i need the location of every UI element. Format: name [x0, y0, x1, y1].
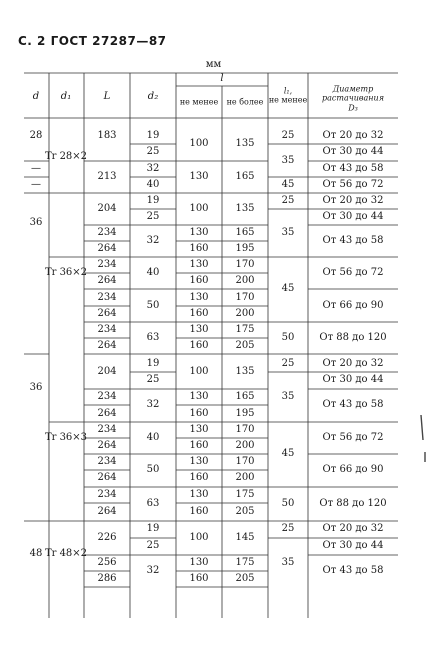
cell-lmin: 160	[189, 573, 209, 584]
cell-d3: От 43 до 58	[322, 399, 384, 410]
cell-l: 234	[97, 489, 117, 500]
cell-lmax: 170	[235, 292, 255, 303]
cell-d2: 40	[146, 267, 160, 278]
cell-l1: 25	[281, 523, 295, 534]
cell-d2: 63	[146, 498, 160, 509]
cell-d3: От 30 до 44	[322, 374, 384, 385]
cell-l: 234	[97, 292, 117, 303]
cell-lmax: 200	[235, 472, 255, 483]
cell-d2: 25	[146, 374, 160, 385]
cell-l1: 45	[281, 283, 295, 294]
cell-lmax: 135	[235, 138, 255, 149]
cell-lmin: 130	[189, 557, 209, 568]
cell-lmin: 160	[189, 408, 209, 419]
cell-d3: От 30 до 44	[322, 146, 384, 157]
cell-d3: От 20 до 32	[322, 523, 384, 534]
cell-l: 213	[97, 171, 117, 182]
cell-l1: 35	[281, 391, 295, 402]
cell-d2: 25	[146, 146, 160, 157]
cell-d3: От 88 до 120	[319, 498, 387, 509]
cell-d3: От 56 до 72	[322, 432, 384, 443]
cell-lmin: 160	[189, 506, 209, 517]
cell-lmin: 160	[189, 243, 209, 254]
cell-lmin: 160	[189, 440, 209, 451]
cell-l: 264	[97, 408, 117, 419]
cell-d1: Tr 48×2	[44, 548, 88, 559]
cell-lmin: 100	[189, 138, 209, 149]
cell-d1: Tr 36×3	[44, 432, 88, 443]
cell-d2: 32	[146, 163, 160, 174]
cell-l: 286	[97, 573, 117, 584]
cell-l: 264	[97, 275, 117, 286]
cell-d1: Tr 36×2	[44, 267, 88, 278]
header-L: L	[103, 91, 111, 102]
cell-lmin: 130	[189, 324, 209, 335]
cell-l1: 35	[281, 155, 295, 166]
cell-lmax: 205	[235, 340, 255, 351]
cell-l: 256	[97, 557, 117, 568]
header-diameter: Диаметр	[332, 84, 374, 94]
cell-d3: От 43 до 58	[322, 163, 384, 174]
cell-d3: От 30 до 44	[322, 540, 384, 551]
cell-lmin: 130	[189, 227, 209, 238]
cell-lmax: 205	[235, 506, 255, 517]
cell-lmin: 130	[189, 489, 209, 500]
cell-l: 264	[97, 243, 117, 254]
cell-d3: От 56 до 72	[322, 267, 384, 278]
cell-lmin: 100	[189, 366, 209, 377]
cell-d2: 63	[146, 332, 160, 343]
cell-lmin: 100	[189, 203, 209, 214]
cell-l: 183	[97, 130, 117, 141]
cell-l: 234	[97, 259, 117, 270]
cell-d: 48	[29, 548, 43, 559]
cell-lmax: 200	[235, 275, 255, 286]
cell-lmax: 165	[235, 227, 255, 238]
cell-d2: 32	[146, 399, 160, 410]
cell-l1: 50	[281, 498, 295, 509]
header-l: l	[220, 73, 224, 84]
cell-lmax: 170	[235, 456, 255, 467]
cell-l1: 35	[281, 557, 295, 568]
header-boring: растачивания	[322, 93, 384, 103]
header-l1-note: не менее	[268, 95, 308, 105]
cell-d2: 40	[146, 432, 160, 443]
cell-lmin: 130	[189, 292, 209, 303]
cell-l: 234	[97, 391, 117, 402]
cell-d: —	[31, 179, 41, 190]
header-d1: d₁	[60, 91, 72, 102]
cell-l: 264	[97, 506, 117, 517]
cell-l1: 50	[281, 332, 295, 343]
cell-d2: 25	[146, 211, 160, 222]
cell-d3: От 20 до 32	[322, 130, 384, 141]
cell-lmin: 160	[189, 308, 209, 319]
cell-l1: 35	[281, 227, 295, 238]
cell-lmin: 130	[189, 259, 209, 270]
cell-d3: От 20 до 32	[322, 358, 384, 369]
cell-l: 226	[97, 532, 117, 543]
cell-lmax: 200	[235, 440, 255, 451]
cell-d3: От 88 до 120	[319, 332, 387, 343]
cell-lmax: 175	[235, 557, 255, 568]
cell-d2: 19	[146, 130, 160, 141]
cell-d2: 25	[146, 540, 160, 551]
cell-lmax: 175	[235, 489, 255, 500]
cell-l1: 25	[281, 130, 295, 141]
cell-lmin: 160	[189, 472, 209, 483]
cell-lmax: 135	[235, 203, 255, 214]
header-D3: D₃	[348, 103, 358, 113]
edge-scratch	[421, 415, 425, 462]
cell-lmax: 165	[235, 391, 255, 402]
cell-l: 234	[97, 324, 117, 335]
cell-lmax: 170	[235, 424, 255, 435]
cell-lmin: 160	[189, 275, 209, 286]
cell-d2: 50	[146, 464, 160, 475]
header-d2: d₂	[147, 91, 159, 102]
cell-l1: 45	[281, 179, 295, 190]
cell-d3: От 66 до 90	[322, 464, 384, 475]
cell-d2: 40	[146, 179, 160, 190]
cell-lmax: 170	[235, 259, 255, 270]
cell-lmin: 100	[189, 532, 209, 543]
cell-d3: От 66 до 90	[322, 300, 384, 311]
cell-d2: 32	[146, 565, 160, 576]
cell-d2: 19	[146, 523, 160, 534]
cell-lmin: 130	[189, 171, 209, 182]
cell-l: 234	[97, 424, 117, 435]
cell-l: 264	[97, 308, 117, 319]
cell-lmin: 130	[189, 424, 209, 435]
cell-d3: От 43 до 58	[322, 235, 384, 246]
cell-lmin: 130	[189, 456, 209, 467]
cell-lmax: 200	[235, 308, 255, 319]
cell-d2: 19	[146, 358, 160, 369]
cell-d3: От 56 до 72	[322, 179, 384, 190]
cell-lmax: 135	[235, 366, 255, 377]
header-d: d	[32, 91, 40, 102]
cell-l: 234	[97, 456, 117, 467]
header-l-max: не более	[226, 97, 264, 107]
cell-l1: 45	[281, 448, 295, 459]
cell-l: 264	[97, 472, 117, 483]
cell-l1: 25	[281, 358, 295, 369]
cell-d3: От 20 до 32	[322, 195, 384, 206]
header-l-min: не менее	[179, 97, 219, 107]
cell-lmin: 130	[189, 391, 209, 402]
cell-lmax: 195	[235, 408, 255, 419]
cell-d1: Tr 28×2	[44, 151, 88, 162]
header-l1: l₁,	[283, 86, 293, 96]
cell-d: 36	[29, 382, 43, 393]
cell-l: 204	[97, 366, 117, 377]
cell-d3: От 30 до 44	[322, 211, 384, 222]
cell-d: 36	[29, 217, 43, 228]
cell-lmax: 175	[235, 324, 255, 335]
cell-l: 264	[97, 340, 117, 351]
cell-lmin: 160	[189, 340, 209, 351]
cell-d: 28	[29, 130, 43, 141]
cell-d3: От 43 до 58	[322, 565, 384, 576]
cell-d2: 32	[146, 235, 160, 246]
unit-label: мм	[205, 59, 222, 70]
cell-l: 204	[97, 203, 117, 214]
cell-lmax: 145	[235, 532, 255, 543]
cell-l1: 25	[281, 195, 295, 206]
cell-l: 264	[97, 440, 117, 451]
cell-lmax: 205	[235, 573, 255, 584]
cell-d: —	[31, 163, 41, 174]
cell-d2: 50	[146, 300, 160, 311]
cell-d2: 19	[146, 195, 160, 206]
cell-lmax: 165	[235, 171, 255, 182]
cell-l: 234	[97, 227, 117, 238]
page-header: С. 2 ГОСТ 27287—87	[18, 34, 167, 48]
cell-lmax: 195	[235, 243, 255, 254]
